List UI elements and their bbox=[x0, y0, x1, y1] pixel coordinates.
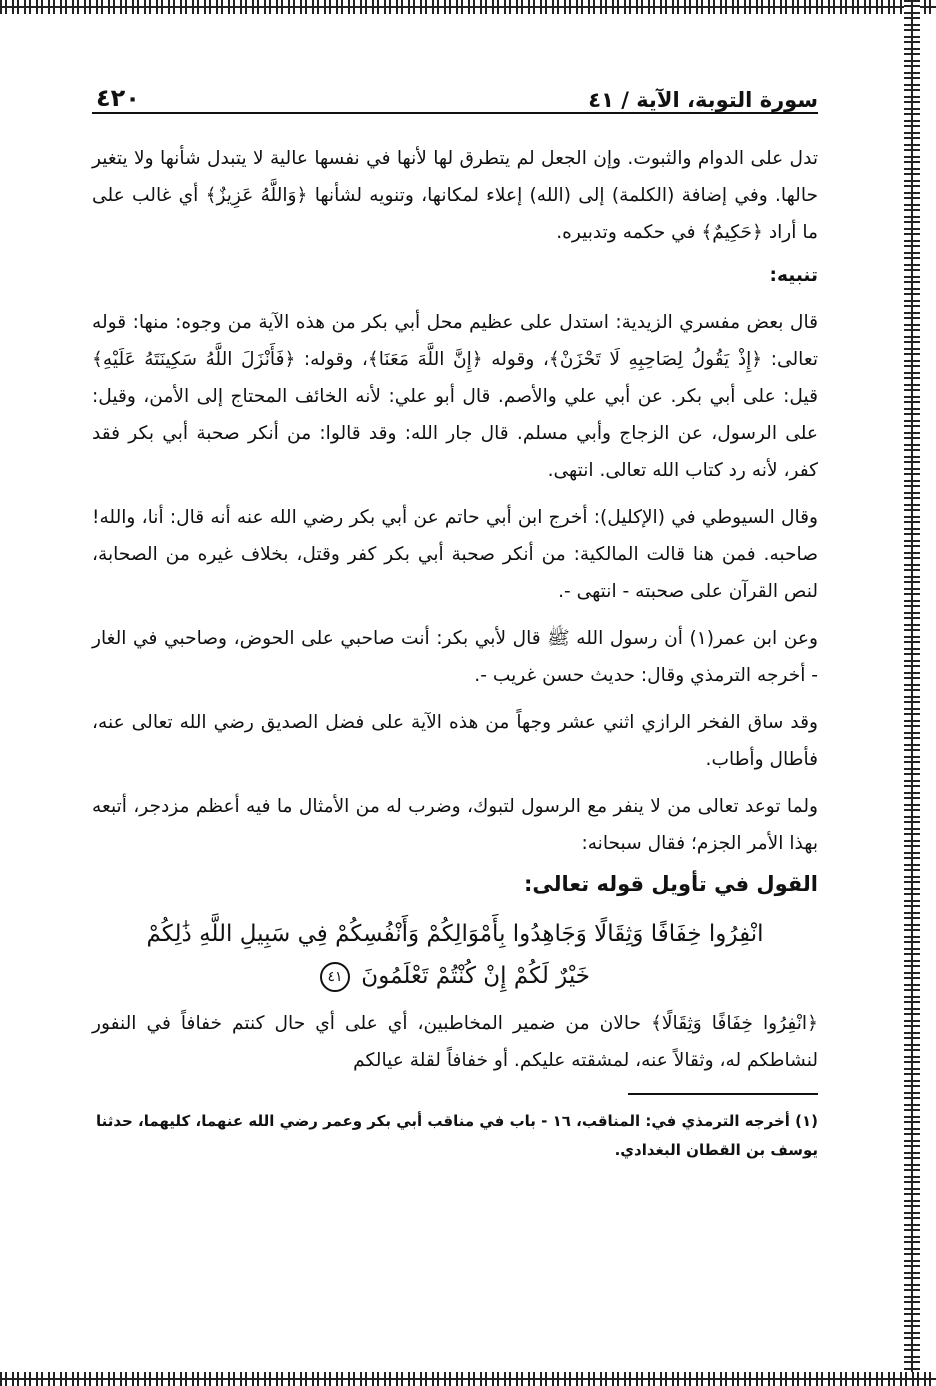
bottom-border-ornament bbox=[0, 1372, 936, 1386]
paragraph-6: ولما توعد تعالى من لا ينفر مع الرسول لتبوك، وضرب له من الأمثال ما فيه أعظم مزدجر، أتبعه بهذا الأمر الجزم؛ فقال سبحانه: bbox=[92, 796, 818, 854]
paragraph-3: وقال السيوطي في (الإكليل): أخرج ابن أبي حاتم عن أبي بكر رضي الله عنه أنه قال: أنا، والله! صاحبه. فمن هنا قالت المالكية: من أنكر صحبة أبي بكر كفر وقتل، بخلاف غيره من الصحابة، لنص القرآن على صحبته - انتهى -. bbox=[92, 507, 818, 602]
paragraph-2: قال بعض مفسري الزيدية: استدل على عظيم محل أبي بكر من هذه الآية من وجوه: منها: قوله تعالى: ﴿إِذْ يَقُولُ لِصَاحِبِهِ لَا تَحْزَنْ﴾، وقوله ﴿إِنَّ اللَّهَ مَعَنَا﴾، وقوله: ﴿فَأَنْزَلَ اللَّهُ سَكِينَتَهُ عَلَيْهِ﴾ قيل: على أبي بكر. عن أبي علي والأصم. قال أبو علي: لأنه الخائف المحتاج إلى الأمن، وقيل: على الرسول، عن الزجاج وأبي مسلم. قال جار الله: وقد قالوا: من أنكر صحبة أبي بكر فقد كفر، لأنه رد كتاب الله تعالى. انتهى. bbox=[92, 312, 818, 481]
paragraph-5: وقد ساق الفخر الرازي اثني عشر وجهاً من هذه الآية على فضل الصديق رضي الله تعالى عنه، فأطال وأطاب. bbox=[92, 712, 818, 770]
paragraph-4: وعن ابن عمر(١) أن رسول الله ﷺ قال لأبي بكر: أنت صاحبي على الحوض، وصاحبي في الغار - أخرجه الترمذي وقال: حديث حسن غريب -. bbox=[92, 628, 818, 686]
footnote-divider bbox=[628, 1093, 818, 1095]
page-number: ٤٢٠ bbox=[96, 84, 140, 112]
right-border-ornament bbox=[904, 0, 920, 1386]
verse-line-2-text: خَيْرٌ لَكُمْ إِنْ كُنْتُمْ تَعْلَمُونَ bbox=[361, 963, 591, 989]
section-label: تنبيه: bbox=[769, 265, 818, 286]
verse-line-1: انْفِرُوا خِفَافًا وَثِقَالًا وَجَاهِدُوا بِأَمْوَالِكُمْ وَأَنْفُسِكُمْ فِي سَبِيلِ اللَّهِ ذَٰلِكُمْ bbox=[146, 921, 764, 947]
page-header bbox=[92, 64, 818, 114]
running-title: سورة التوبة، الآية / ٤١ bbox=[588, 88, 818, 112]
verse-number-marker: ٤١ bbox=[320, 962, 350, 992]
top-border-ornament bbox=[0, 0, 936, 14]
footnote: (١) أخرجه الترمذي في: المناقب، ١٦ - باب في مناقب أبي بكر وعمر رضي الله عنهما، كليهما، حدثنا يوسف بن القطان البغدادي. bbox=[95, 1112, 818, 1159]
section-heading: القول في تأويل قوله تعالى: bbox=[524, 872, 818, 896]
paragraph-1: تدل على الدوام والثبوت. وإن الجعل لم يتطرق لها لأنها في نفسها عالية لا يتبدل شأنها ولا يتغير حالها. وفي إضافة (الكلمة) إلى (الله) إعلاء لمكانها، وتنويه لشأنها ﴿وَاللَّهُ عَزِيزٌ﴾ أي غالب على ما أراد ﴿حَكِيمٌ﴾ في حكمه وتدبيره. bbox=[92, 148, 818, 243]
paragraph-7: ﴿انْفِرُوا خِفَافًا وَثِقَالًا﴾ حالان من ضمير المخاطبين، أي على أي حال كنتم خفافاً في النفور لنشاطكم له، وثقالاً عنه، لمشقته عليكم. أو خفافاً لقلة عيالكم bbox=[92, 1013, 818, 1071]
main-text bbox=[92, 140, 818, 1079]
quran-verse bbox=[92, 913, 818, 997]
book-page bbox=[92, 64, 818, 1180]
verse-line-2 bbox=[92, 955, 818, 997]
